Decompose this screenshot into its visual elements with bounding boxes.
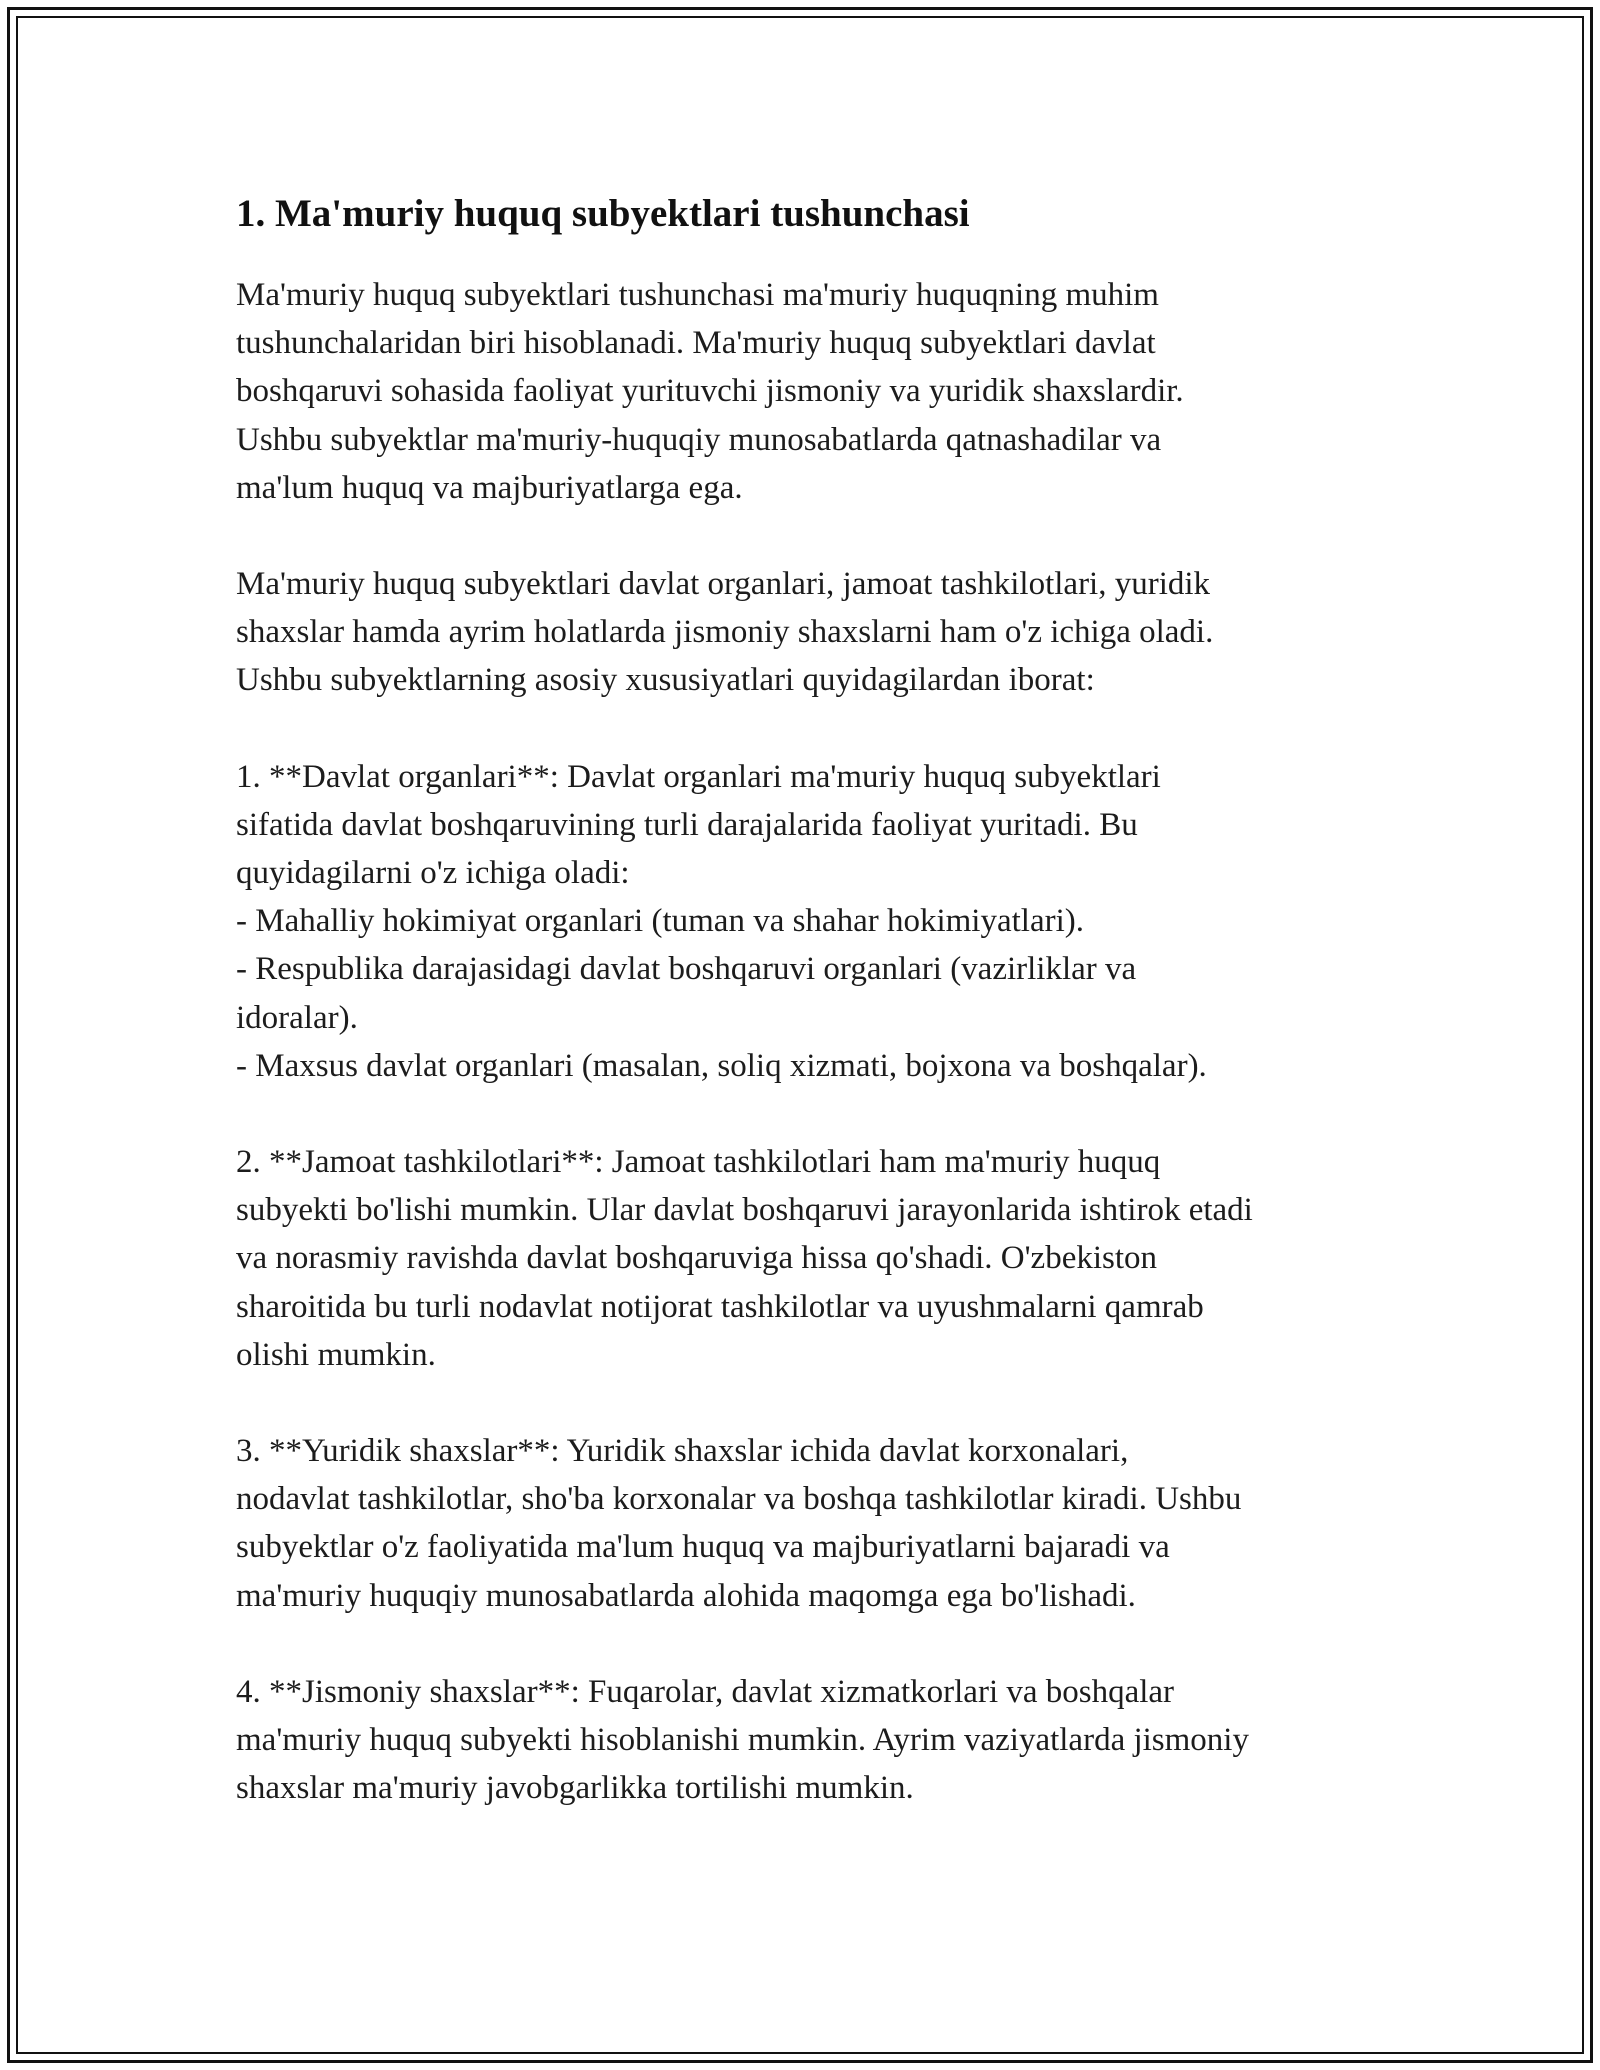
paragraph-intro: Ma'muriy huquq subyektlari tushunchasi ma'muriy huquqning muhim tushunchalaridan biri hisoblanadi. Ma'muriy huquq subyektlari davlat boshqaruvi sohasida faoliyat yurituvchi jismoniy va yuridik shaxslardir. Ushbu subyektlar ma'muriy-huquqiy munosabatlarda qatnashadilar va ma'lum huquq va majburiyatlarga ega. xyxy=(236,277,1184,506)
document-title: 1. Ma'muriy huquq subyektlari tushunchasi xyxy=(236,192,970,235)
document-body xyxy=(236,184,1386,1812)
list-item-public-organizations: 2. **Jamoat tashkilotlari**: Jamoat tashkilotlari ham ma'muriy huquq subyekti bo'lishi mumkin. Ular davlat boshqaruvi jarayonlarida ishtirok etadi va norasmiy ravishda davlat boshqaruviga hissa qo'shadi. O'zbekiston sharoitida bu turli nodavlat notijorat tashkilotlar va uyushmalarni qamrab olishi mumkin. xyxy=(236,1144,1253,1373)
list-item-legal-entities: 3. **Yuridik shaxslar**: Yuridik shaxslar ichida davlat korxonalari, nodavlat tashkilotlar, sho'ba korxonalar va boshqa tashkilotlar kiradi. Ushbu subyektlar o'z faoliyatida ma'lum huquq va majburiyatlarni bajaradi va ma'muriy huquqiy munosabatlarda alohida maqomga ega bo'lishadi. xyxy=(236,1433,1242,1614)
list-item-individuals: 4. **Jismoniy shaxslar**: Fuqarolar, davlat xizmatkorlari va boshqalar ma'muriy huquq subyekti hisoblanishi mumkin. Ayrim vaziyatlarda jismoniy shaxslar ma'muriy javobgarlikka tortilishi mumkin. xyxy=(236,1673,1249,1807)
paragraph-subjects-overview: Ma'muriy huquq subyektlari davlat organlari, jamoat tashkilotlari, yuridik shaxslar hamda ayrim holatlarda jismoniy shaxslarni ham o'z ichiga oladi. Ushbu subyektlarning asosiy xususiyatlari quyidagilardan iborat: xyxy=(236,566,1214,699)
list-item-state-bodies: 1. **Davlat organlari**: Davlat organlari ma'muriy huquq subyektlari sifatida davlat boshqaruvining turli darajalarida faoliyat yuritadi. Bu quyidagilarni o'z ichiga oladi: - Mahalliy hokimiyat organlari (tuman va shahar hokimiyatlari). - Respublika darajasidagi davlat boshqaruvi organlari (vazirliklar va idoralar). - Maxsus davlat organlari (masalan, soliq xizmati, bojxona va boshqalar). xyxy=(236,758,1207,1084)
